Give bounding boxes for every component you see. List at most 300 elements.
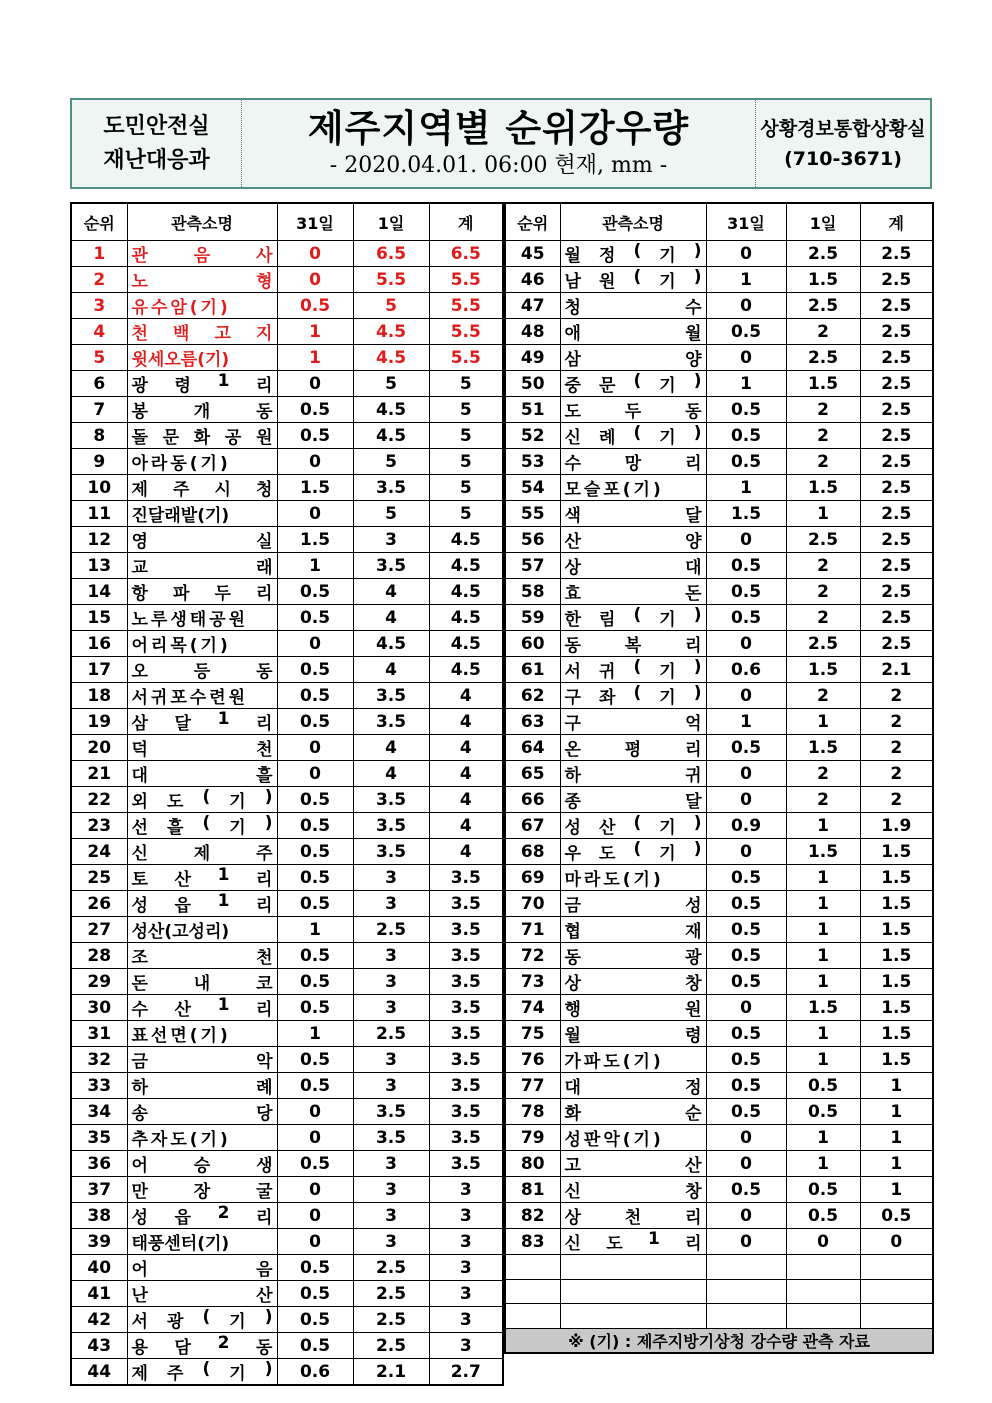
rain-1-cell: 3.5 xyxy=(353,813,429,839)
station-name-cell xyxy=(127,813,277,839)
rank-cell: 76 xyxy=(505,1047,560,1073)
rain-31-cell: 0.5 xyxy=(277,683,353,709)
rain-31-cell: 0 xyxy=(277,631,353,657)
table-row xyxy=(505,319,933,345)
rain-1-cell: 2 xyxy=(786,683,860,709)
station-name: 표선면(기) xyxy=(131,1026,231,1046)
rain-1-cell: 3.5 xyxy=(353,683,429,709)
station-name-cell xyxy=(560,839,706,865)
rank-cell: 38 xyxy=(71,1203,127,1229)
rain-1-cell: 1.5 xyxy=(786,475,860,501)
source-note: ※ (기) : 제주지방기상청 강수량 관측 자료 xyxy=(505,1328,933,1353)
station-name-cell xyxy=(560,995,706,1021)
rain-total-cell: 2.5 xyxy=(860,475,933,501)
table-row xyxy=(71,969,503,995)
rain-31-cell: 0 xyxy=(277,241,353,267)
station-name: 성 읍 2 리 xyxy=(131,1203,273,1228)
station-name: 외 도 ( 기 ) xyxy=(131,787,273,812)
column-header: 관측소명 xyxy=(560,203,706,241)
rain-1-cell: 4 xyxy=(353,605,429,631)
station-name-cell xyxy=(560,449,706,475)
rain-total-cell: 3.5 xyxy=(429,995,503,1021)
rain-31-cell: 0.5 xyxy=(277,605,353,631)
rain-total-cell: 3 xyxy=(429,1203,503,1229)
rain-31-cell: 0 xyxy=(706,787,786,813)
rank-cell: 67 xyxy=(505,813,560,839)
station-name: 하 례 xyxy=(131,1078,273,1098)
rain-total-cell: 2.7 xyxy=(429,1359,503,1386)
rank-cell: 62 xyxy=(505,683,560,709)
rank-cell: 51 xyxy=(505,397,560,423)
station-name: 어 승 생 xyxy=(131,1156,273,1176)
rank-cell: 58 xyxy=(505,579,560,605)
table-row xyxy=(505,917,933,943)
rain-total-cell: 2.5 xyxy=(860,345,933,371)
station-name: 교 래 xyxy=(131,558,273,578)
rain-1-cell: 2.5 xyxy=(353,1307,429,1333)
rain-total-cell: 4.5 xyxy=(429,605,503,631)
rain-1-cell: 3 xyxy=(353,891,429,917)
rain-total-cell: 1.5 xyxy=(860,943,933,969)
rain-31-cell: 0.5 xyxy=(277,657,353,683)
rain-1-cell: 1.5 xyxy=(786,839,860,865)
column-header: 순위 xyxy=(71,203,127,241)
station-name: 상 천 리 xyxy=(564,1208,702,1228)
column-header: 31일 xyxy=(277,203,353,241)
column-header: 1일 xyxy=(353,203,429,241)
station-name: 신 례 ( 기 ) xyxy=(564,423,702,448)
rain-total-cell: 1.5 xyxy=(860,1021,933,1047)
rain-total-cell: 3.5 xyxy=(429,1047,503,1073)
station-name: 금 악 xyxy=(131,1052,273,1072)
table-row xyxy=(71,1021,503,1047)
table-row xyxy=(71,865,503,891)
rank-cell: 43 xyxy=(71,1333,127,1359)
rain-31-cell: 0.5 xyxy=(706,1021,786,1047)
station-name-cell xyxy=(127,1099,277,1125)
rain-31-cell: 0 xyxy=(706,1229,786,1255)
rain-total-cell: 2.1 xyxy=(860,657,933,683)
note-row xyxy=(505,1328,933,1353)
rain-1-cell: 2.5 xyxy=(786,631,860,657)
rain-total-cell: 4 xyxy=(429,787,503,813)
table-row xyxy=(505,449,933,475)
table-row xyxy=(505,839,933,865)
rain-total-cell: 4.5 xyxy=(429,657,503,683)
rain-31-cell: 1 xyxy=(277,1021,353,1047)
empty-cell xyxy=(786,1255,860,1280)
rain-1-cell: 1 xyxy=(786,501,860,527)
rain-31-cell: 0.5 xyxy=(277,1307,353,1333)
station-name: 동 광 xyxy=(564,948,702,968)
rain-31-cell: 0.5 xyxy=(706,735,786,761)
rain-1-cell: 1 xyxy=(786,813,860,839)
rain-total-cell: 1 xyxy=(860,1073,933,1099)
rain-total-cell: 1.9 xyxy=(860,813,933,839)
rain-1-cell: 1 xyxy=(786,709,860,735)
table-row xyxy=(71,371,503,397)
rain-31-cell: 0.5 xyxy=(277,579,353,605)
station-name: 대 흘 xyxy=(131,766,273,786)
station-name-cell xyxy=(560,1073,706,1099)
station-name: 오 등 동 xyxy=(131,662,273,682)
rank-cell: 34 xyxy=(71,1099,127,1125)
rank-cell: 35 xyxy=(71,1125,127,1151)
station-name: 송 당 xyxy=(131,1104,273,1124)
table-row xyxy=(71,501,503,527)
rain-31-cell: 0.5 xyxy=(277,397,353,423)
rank-cell: 31 xyxy=(71,1021,127,1047)
table-row xyxy=(505,1099,933,1125)
station-name-cell xyxy=(127,735,277,761)
table-row xyxy=(71,1073,503,1099)
rain-1-cell: 4.5 xyxy=(353,423,429,449)
station-name: 삼 달 1 리 xyxy=(131,709,273,734)
rank-cell: 71 xyxy=(505,917,560,943)
table-row xyxy=(505,553,933,579)
rain-1-cell: 0.5 xyxy=(786,1203,860,1229)
table-row xyxy=(71,657,503,683)
rain-1-cell: 2 xyxy=(786,605,860,631)
table-row xyxy=(71,1359,503,1386)
rain-total-cell: 1.5 xyxy=(860,891,933,917)
station-name-cell xyxy=(127,553,277,579)
rain-31-cell: 0.6 xyxy=(706,657,786,683)
rain-31-cell: 0 xyxy=(277,761,353,787)
rain-31-cell: 1.5 xyxy=(277,527,353,553)
rain-1-cell: 6.5 xyxy=(353,241,429,267)
station-name-cell xyxy=(560,293,706,319)
station-name: 청 수 xyxy=(564,298,702,318)
station-name: 어리목(기) xyxy=(131,636,231,656)
station-name-cell xyxy=(127,345,277,371)
rank-cell: 32 xyxy=(71,1047,127,1073)
rain-31-cell: 0.5 xyxy=(706,553,786,579)
table-row xyxy=(505,579,933,605)
rain-1-cell: 2.5 xyxy=(353,1021,429,1047)
rank-cell: 10 xyxy=(71,475,127,501)
rain-31-cell: 0.5 xyxy=(277,1281,353,1307)
rain-total-cell: 3.5 xyxy=(429,891,503,917)
empty-cell xyxy=(860,1304,933,1329)
station-name: 토 산 1 리 xyxy=(131,865,273,890)
table-row xyxy=(505,813,933,839)
station-name-cell xyxy=(127,501,277,527)
rank-cell: 11 xyxy=(71,501,127,527)
station-name-cell xyxy=(127,683,277,709)
station-name-cell xyxy=(127,995,277,1021)
empty-cell xyxy=(706,1279,786,1304)
table-row xyxy=(71,995,503,1021)
station-name: 난 산 xyxy=(131,1286,273,1306)
rain-31-cell: 0 xyxy=(706,683,786,709)
table-row xyxy=(71,1255,503,1281)
station-name: 종 달 xyxy=(564,792,702,812)
station-name-cell xyxy=(127,709,277,735)
table-row xyxy=(71,579,503,605)
rain-31-cell: 1 xyxy=(706,475,786,501)
rain-1-cell: 2.5 xyxy=(353,1255,429,1281)
rain-31-cell: 0 xyxy=(277,1203,353,1229)
rain-1-cell: 3 xyxy=(353,943,429,969)
rain-31-cell: 0 xyxy=(706,293,786,319)
rain-31-cell: 1 xyxy=(706,371,786,397)
station-name-cell xyxy=(127,1125,277,1151)
rank-cell: 64 xyxy=(505,735,560,761)
table-row xyxy=(71,319,503,345)
rain-1-cell: 2.5 xyxy=(786,241,860,267)
rain-total-cell: 3.5 xyxy=(429,1125,503,1151)
rain-31-cell: 0 xyxy=(277,267,353,293)
table-row xyxy=(71,735,503,761)
rain-31-cell: 0.5 xyxy=(277,1073,353,1099)
station-name: 삼 양 xyxy=(564,350,702,370)
rain-1-cell: 1 xyxy=(786,943,860,969)
rain-31-cell: 0 xyxy=(277,1229,353,1255)
rain-1-cell: 2.5 xyxy=(353,1333,429,1359)
table-row xyxy=(505,501,933,527)
rain-1-cell: 4 xyxy=(353,579,429,605)
station-name-cell xyxy=(560,631,706,657)
column-header: 계 xyxy=(429,203,503,241)
rain-31-cell: 1 xyxy=(706,267,786,293)
table-row xyxy=(505,423,933,449)
station-name-cell xyxy=(560,1125,706,1151)
empty-cell xyxy=(860,1255,933,1280)
rank-cell: 79 xyxy=(505,1125,560,1151)
rank-cell: 59 xyxy=(505,605,560,631)
rain-1-cell: 5 xyxy=(353,293,429,319)
rain-1-cell: 3.5 xyxy=(353,553,429,579)
rank-cell: 66 xyxy=(505,787,560,813)
rank-cell: 82 xyxy=(505,1203,560,1229)
table-row xyxy=(71,1333,503,1359)
rain-31-cell: 0.5 xyxy=(277,1333,353,1359)
rain-1-cell: 3.5 xyxy=(353,1125,429,1151)
rank-cell: 39 xyxy=(71,1229,127,1255)
rain-1-cell: 1 xyxy=(786,969,860,995)
rain-total-cell: 1 xyxy=(860,1125,933,1151)
rain-total-cell: 5 xyxy=(429,449,503,475)
rain-1-cell: 4 xyxy=(353,735,429,761)
rain-total-cell: 2.5 xyxy=(860,319,933,345)
table-row xyxy=(505,293,933,319)
station-name: 월 령 xyxy=(564,1026,702,1046)
column-header: 계 xyxy=(860,203,933,241)
station-name: 제 주 ( 기 ) xyxy=(131,1359,273,1384)
table-row xyxy=(505,397,933,423)
table-row xyxy=(71,553,503,579)
rain-total-cell: 3.5 xyxy=(429,1073,503,1099)
station-name: 덕 천 xyxy=(131,740,273,760)
rank-cell: 49 xyxy=(505,345,560,371)
rain-total-cell: 5 xyxy=(429,475,503,501)
rain-1-cell: 5.5 xyxy=(353,267,429,293)
rain-31-cell: 0.5 xyxy=(706,891,786,917)
station-name-cell xyxy=(560,501,706,527)
rain-1-cell: 3.5 xyxy=(353,475,429,501)
station-name-cell xyxy=(560,969,706,995)
rank-cell: 12 xyxy=(71,527,127,553)
rank-cell: 73 xyxy=(505,969,560,995)
station-name: 성 산 ( 기 ) xyxy=(564,813,702,838)
rain-total-cell: 3.5 xyxy=(429,1099,503,1125)
rain-31-cell: 0.5 xyxy=(277,943,353,969)
rain-total-cell: 6.5 xyxy=(429,241,503,267)
rain-total-cell: 3.5 xyxy=(429,1021,503,1047)
table-row xyxy=(71,631,503,657)
rank-cell: 13 xyxy=(71,553,127,579)
office-phone: (710-3671) xyxy=(784,147,902,170)
table-row xyxy=(505,1151,933,1177)
rain-31-cell: 0.5 xyxy=(277,293,353,319)
empty-cell xyxy=(706,1304,786,1329)
rain-1-cell: 1 xyxy=(786,891,860,917)
rain-31-cell: 0.5 xyxy=(706,397,786,423)
station-name-cell xyxy=(127,1255,277,1281)
rain-1-cell: 3 xyxy=(353,1073,429,1099)
rain-1-cell: 5 xyxy=(353,449,429,475)
rank-cell: 6 xyxy=(71,371,127,397)
station-name-cell xyxy=(560,1151,706,1177)
station-name-cell xyxy=(560,735,706,761)
station-name: 천 백 고 지 xyxy=(131,324,273,344)
station-name-cell xyxy=(127,449,277,475)
rain-31-cell: 0 xyxy=(277,371,353,397)
rain-31-cell: 0 xyxy=(706,1151,786,1177)
rain-31-cell: 0 xyxy=(706,345,786,371)
rank-cell: 4 xyxy=(71,319,127,345)
rain-total-cell: 4.5 xyxy=(429,631,503,657)
rank-cell: 74 xyxy=(505,995,560,1021)
station-name: 서 광 ( 기 ) xyxy=(131,1307,273,1332)
table-row xyxy=(71,761,503,787)
rain-1-cell: 2 xyxy=(786,553,860,579)
rank-cell: 81 xyxy=(505,1177,560,1203)
rain-1-cell: 4.5 xyxy=(353,397,429,423)
station-name: 색 달 xyxy=(564,506,702,526)
table-row xyxy=(505,735,933,761)
rank-cell: 83 xyxy=(505,1229,560,1255)
rain-31-cell: 0 xyxy=(277,449,353,475)
station-name: 만 장 굴 xyxy=(131,1182,273,1202)
rain-1-cell: 3 xyxy=(353,1203,429,1229)
rain-1-cell: 3 xyxy=(353,1229,429,1255)
rain-31-cell: 1.5 xyxy=(277,475,353,501)
rain-total-cell: 2.5 xyxy=(860,449,933,475)
station-name-cell xyxy=(560,943,706,969)
department-block xyxy=(72,100,242,187)
rain-31-cell: 0.5 xyxy=(706,579,786,605)
rank-cell: 9 xyxy=(71,449,127,475)
rain-31-cell: 0.5 xyxy=(277,709,353,735)
station-name-cell xyxy=(127,969,277,995)
table-row xyxy=(71,241,503,267)
station-name-cell xyxy=(560,917,706,943)
rank-cell: 3 xyxy=(71,293,127,319)
station-name-cell xyxy=(127,839,277,865)
rain-total-cell: 4 xyxy=(429,683,503,709)
station-name: 월 정 ( 기 ) xyxy=(564,241,702,266)
table-row xyxy=(505,527,933,553)
table-row xyxy=(71,1307,503,1333)
table-row xyxy=(71,839,503,865)
station-name-cell xyxy=(127,1281,277,1307)
rain-1-cell: 2.1 xyxy=(353,1359,429,1386)
rain-1-cell: 3 xyxy=(353,969,429,995)
rain-total-cell: 5.5 xyxy=(429,319,503,345)
empty-cell xyxy=(560,1304,706,1329)
rain-total-cell: 4 xyxy=(429,813,503,839)
station-name-cell xyxy=(127,1047,277,1073)
empty-cell xyxy=(560,1255,706,1280)
station-name: 돈 내 코 xyxy=(131,974,273,994)
rain-1-cell: 3.5 xyxy=(353,709,429,735)
rain-31-cell: 0.5 xyxy=(277,839,353,865)
rank-cell: 54 xyxy=(505,475,560,501)
table-header-row xyxy=(505,203,933,241)
table-row xyxy=(505,371,933,397)
table-row xyxy=(71,1203,503,1229)
station-name: 윗세오름(기) xyxy=(131,350,230,370)
empty-row xyxy=(505,1279,933,1304)
station-name-cell xyxy=(560,397,706,423)
station-name-cell xyxy=(560,865,706,891)
table-row xyxy=(71,1281,503,1307)
station-name: 마라도(기) xyxy=(564,870,664,890)
station-name-cell xyxy=(560,709,706,735)
station-name: 유수암(기) xyxy=(131,298,231,318)
station-name: 구 좌 ( 기 ) xyxy=(564,683,702,708)
rain-total-cell: 2 xyxy=(860,709,933,735)
station-name-cell xyxy=(560,371,706,397)
station-name-cell xyxy=(127,1307,277,1333)
rain-total-cell: 2 xyxy=(860,761,933,787)
rain-31-cell: 0 xyxy=(706,1125,786,1151)
station-name-cell xyxy=(560,579,706,605)
rain-total-cell: 2.5 xyxy=(860,293,933,319)
rain-1-cell: 0.5 xyxy=(786,1099,860,1125)
station-name-cell xyxy=(560,891,706,917)
rain-total-cell: 2 xyxy=(860,683,933,709)
station-name: 진달래밭(기) xyxy=(131,506,230,526)
station-name: 관 음 사 xyxy=(131,246,273,266)
rank-cell: 61 xyxy=(505,657,560,683)
rain-1-cell: 4 xyxy=(353,761,429,787)
table-row xyxy=(505,969,933,995)
station-name-cell xyxy=(560,1203,706,1229)
station-name-cell xyxy=(560,241,706,267)
rain-31-cell: 1 xyxy=(706,709,786,735)
rain-total-cell: 3.5 xyxy=(429,969,503,995)
table-row xyxy=(505,1047,933,1073)
station-name-cell xyxy=(127,917,277,943)
rank-cell: 23 xyxy=(71,813,127,839)
station-name: 조 천 xyxy=(131,948,273,968)
rain-total-cell: 0 xyxy=(860,1229,933,1255)
rain-total-cell: 2.5 xyxy=(860,423,933,449)
rain-31-cell: 0.5 xyxy=(277,1047,353,1073)
station-name-cell xyxy=(127,1229,277,1255)
rank-cell: 41 xyxy=(71,1281,127,1307)
rain-31-cell: 1 xyxy=(277,917,353,943)
empty-cell xyxy=(505,1255,560,1280)
table-row xyxy=(71,397,503,423)
station-name-cell xyxy=(560,1229,706,1255)
rank-cell: 52 xyxy=(505,423,560,449)
table-row xyxy=(71,527,503,553)
station-name-cell xyxy=(560,787,706,813)
